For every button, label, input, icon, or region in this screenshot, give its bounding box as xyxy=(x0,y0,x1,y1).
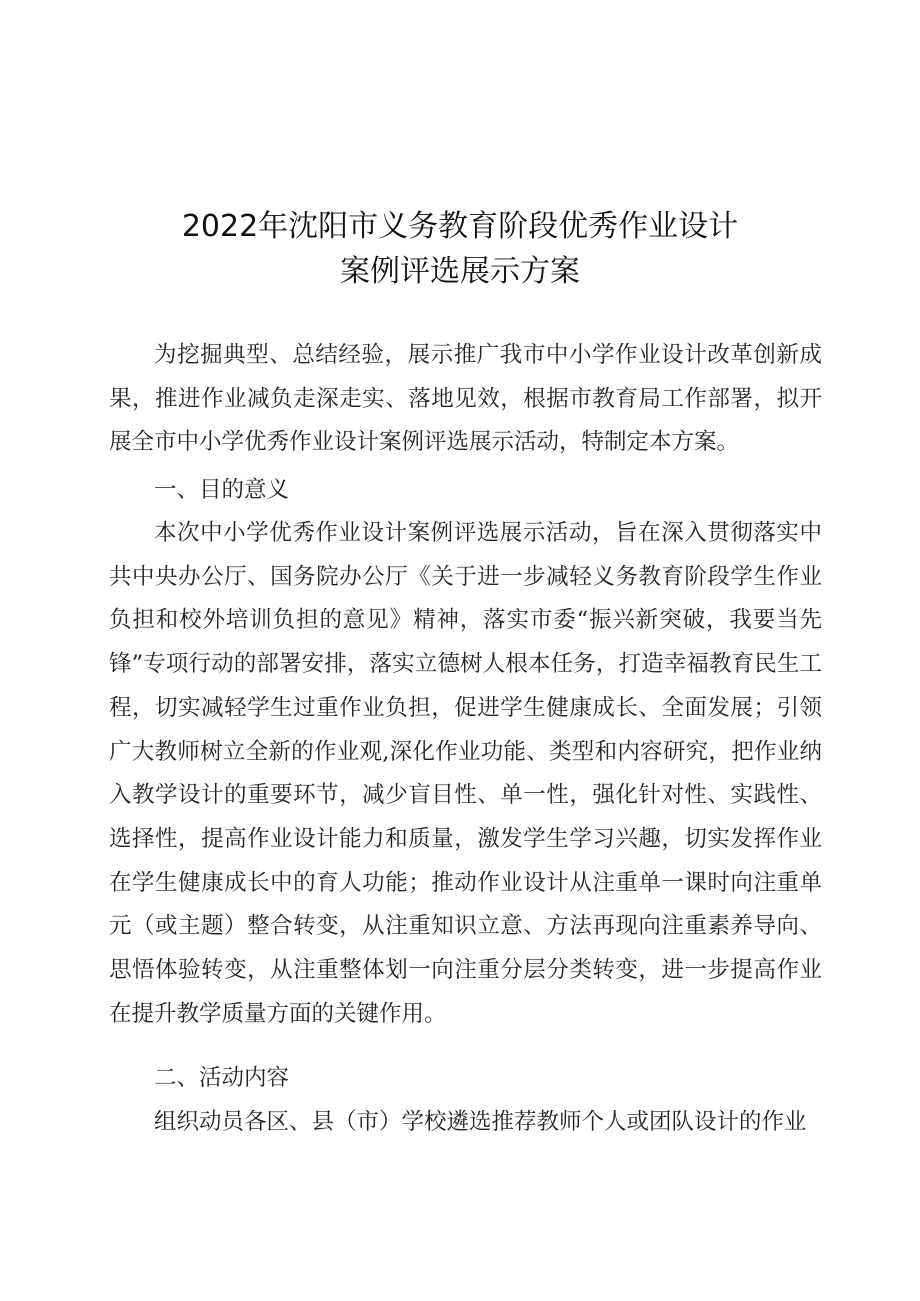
document-title-line-1: 2022年沈阳市义务教育阶段优秀作业设计 xyxy=(181,209,739,244)
section-2-heading: 二、活动内容 xyxy=(154,1065,290,1091)
document-title-line-2: 案例评选展示方案 xyxy=(340,254,580,289)
section-2-paragraph: 组织动员各区、县（市）学校遴选推荐教师个人或团队设计的作业 xyxy=(154,1109,807,1135)
section-1-heading: 一、目的意义 xyxy=(154,477,290,503)
intro-paragraph: 为挖掘典型、总结经验，展示推广我市中小学作业设计改革创新成果，推进作业减负走深走实、落地见效，根据市教育局工作部署，拟开展全市中小学优秀作业设计案例评选展示活动，特制定本方案。 xyxy=(109,342,822,456)
section-1-paragraph: 本次中小学优秀作业设计案例评选展示活动，旨在深入贯彻落实中共中央办公厅、国务院办公厅《关于进一步减轻义务教育阶段学生作业负担和校外培训负担的意见》精神，落实市委“振兴新突破，我要当先锋”专项行动的部署安排，落实立德树人根本任务，打造幸福教育民生工程，切实减轻学生过重作业负担，促进学生健康成长、全面发展；引领广大教师树立全新的作业观,深化作业功能、类型和内容研究，把作业纳入教学设计的重要环节，减少盲目性、单一性，强化针对性、实践性、选择性，提高作业设计能力和质量，激发学生学习兴趣，切实发挥作业在学生健康成长中的育人功能；推动作业设计从注重单一课时向注重单元（或主题）整合转变，从注重知识立意、方法再现向注重素养导向、思悟体验转变，从注重整体划一向注重分层分类转变，进一步提高作业在提升教学质量方面的关键作用。 xyxy=(109,520,822,1027)
